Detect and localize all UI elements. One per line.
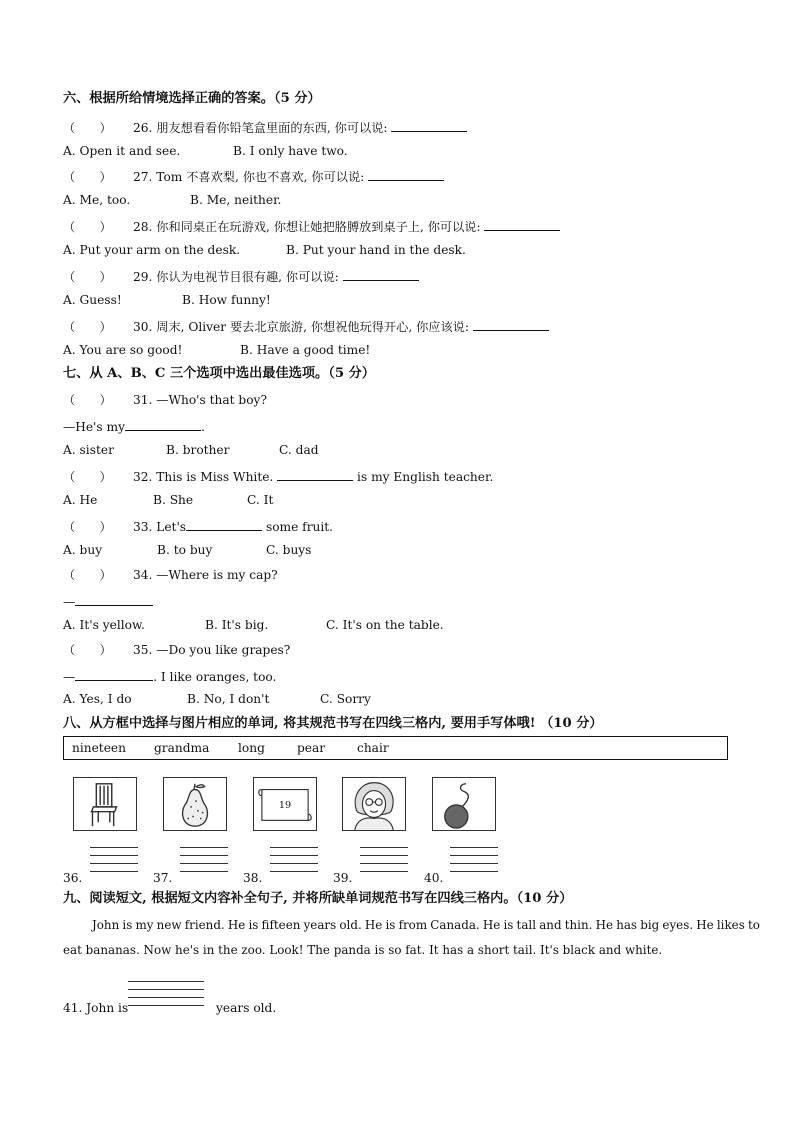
question-text: 33. Let's (133, 520, 187, 534)
option-c: C. Sorry (320, 692, 371, 706)
option-b: B. to buy (157, 543, 213, 557)
word-option: chair (357, 741, 389, 755)
passage-line-1: John is my new friend. He is fifteen years old. He is from Canada. He is tall and thin. He has big eyes. He likes to (92, 918, 760, 932)
question-31-line2 (63, 417, 205, 435)
option-b: B. How funny! (182, 293, 271, 307)
question-28 (63, 217, 560, 235)
question-41-suffix: years old. (216, 1001, 277, 1015)
word-option: grandma (154, 741, 210, 755)
option-a: A. sister (63, 443, 114, 457)
word-option: long (238, 741, 265, 755)
question-33 (63, 517, 333, 535)
question-35-line2 (63, 667, 276, 685)
question-text: is my English teacher. (353, 470, 494, 484)
long-tail-icon (432, 777, 496, 831)
answer-paren[interactable]: （ ） (63, 470, 112, 484)
option-c: C. buys (266, 543, 312, 557)
option-c: C. dad (279, 443, 319, 457)
option-a: A. You are so good! (63, 343, 183, 357)
question-34-options (63, 617, 444, 633)
option-c: C. It (247, 493, 274, 507)
question-29 (63, 267, 419, 285)
sign-19-icon (253, 777, 317, 831)
option-a: A. Yes, I do (63, 692, 132, 706)
option-a: A. He (63, 493, 98, 507)
writing-lines[interactable] (360, 847, 408, 873)
option-b: B. Me, neither. (190, 193, 282, 207)
question-26-options (63, 143, 348, 159)
writing-lines[interactable] (128, 981, 204, 1007)
word-option: nineteen (72, 741, 126, 755)
answer-paren[interactable]: （ ） (63, 568, 112, 582)
dialog-text: . I like oranges, too. (153, 670, 277, 684)
question-29-options (63, 292, 271, 308)
option-b: B. No, I don't (187, 692, 270, 706)
answer-blank[interactable] (368, 167, 444, 181)
pear-icon (163, 777, 227, 831)
question-41: 41. John is (63, 1001, 129, 1015)
question-26 (63, 118, 467, 136)
question-text: 35. —Do you like grapes? (133, 643, 291, 657)
picture-number: 39. (333, 871, 353, 885)
section-6-title: 六、根据所给情境选择正确的答案。（5 分） (63, 91, 321, 106)
picture-number: 36. (63, 871, 83, 885)
question-text: 29. 你认为电视节目很有趣, 你可以说: (133, 270, 343, 284)
option-a: A. Guess! (63, 293, 122, 307)
question-27-options (63, 192, 281, 208)
question-text: 34. —Where is my cap? (133, 568, 278, 582)
section-9-title: 九、阅读短文, 根据短文内容补全句子, 并将所缺单词规范书写在四线三格内。（10 分） (63, 891, 573, 906)
writing-lines[interactable] (90, 847, 138, 873)
writing-lines[interactable] (270, 847, 318, 873)
option-b: B. She (153, 493, 194, 507)
option-a: A. Me, too. (63, 193, 131, 207)
question-34-line2 (63, 592, 153, 610)
passage-line-2: eat bananas. Now he's in the zoo. Look! The panda is so fat. It has a short tail. It's black and white. (63, 943, 663, 957)
option-a: A. Open it and see. (63, 144, 181, 158)
answer-blank[interactable] (484, 217, 560, 231)
answer-blank[interactable] (343, 267, 419, 281)
question-text: 31. —Who's that boy? (133, 393, 267, 407)
answer-blank[interactable] (75, 667, 153, 681)
answer-blank[interactable] (391, 118, 467, 132)
answer-paren[interactable]: （ ） (63, 520, 112, 534)
option-a: A. buy (63, 543, 103, 557)
section-8-title: 八、从方框中选择与图片相应的单词, 将其规范书写在四线三格内, 要用手写体哦! （10 分） (63, 716, 603, 731)
option-b: B. It's big. (205, 618, 269, 632)
question-32 (63, 467, 493, 485)
answer-blank[interactable] (277, 467, 353, 481)
grandma-icon (342, 777, 406, 831)
answer-paren[interactable]: （ ） (63, 121, 112, 135)
answer-blank[interactable] (75, 592, 153, 606)
question-text: 30. 周末, Oliver 要去北京旅游, 你想祝他玩得开心, 你应该说: (133, 320, 473, 334)
sign-number: 19 (278, 799, 292, 811)
dialog-text: — (63, 670, 76, 684)
question-34 (63, 567, 278, 583)
question-text: 26. 朋友想看看你铅笔盒里面的东西, 你可以说: (133, 121, 392, 135)
answer-blank[interactable] (186, 517, 262, 531)
question-text: 27. Tom 不喜欢梨, 你也不喜欢, 你可以说: (133, 170, 369, 184)
question-27 (63, 167, 444, 185)
option-b: B. brother (166, 443, 230, 457)
option-b: B. I only have two. (233, 144, 348, 158)
chair-icon (73, 777, 137, 831)
answer-paren[interactable]: （ ） (63, 220, 112, 234)
section-7-title: 七、从 A、B、C 三个选项中选出最佳选项。（5 分） (63, 366, 375, 381)
answer-paren[interactable]: （ ） (63, 643, 112, 657)
writing-lines[interactable] (450, 847, 498, 873)
answer-blank[interactable] (125, 417, 201, 431)
option-b: B. Have a good time! (240, 343, 371, 357)
option-a: A. Put your arm on the desk. (63, 243, 241, 257)
answer-blank[interactable] (473, 317, 549, 331)
option-a: A. It's yellow. (63, 618, 145, 632)
answer-paren[interactable]: （ ） (63, 320, 112, 334)
question-35-options (63, 691, 371, 707)
answer-paren[interactable]: （ ） (63, 170, 112, 184)
question-32-options (63, 492, 273, 508)
question-31 (63, 392, 267, 408)
question-text: 28. 你和同桌正在玩游戏, 你想让她把胳膊放到桌子上, 你可以说: (133, 220, 485, 234)
option-b: B. Put your hand in the desk. (286, 243, 466, 257)
writing-lines[interactable] (180, 847, 228, 873)
picture-number: 37. (153, 871, 173, 885)
answer-paren[interactable]: （ ） (63, 270, 112, 284)
word-option: pear (297, 741, 326, 755)
question-text: 32. This is Miss White. (133, 470, 278, 484)
word-box (63, 736, 728, 760)
question-35 (63, 642, 290, 658)
question-33-options (63, 542, 311, 558)
question-text: some fruit. (262, 520, 334, 534)
question-30 (63, 317, 549, 335)
dialog-text: — (63, 595, 76, 609)
picture-number: 38. (243, 871, 263, 885)
picture-number: 40. (424, 871, 444, 885)
dialog-text: . (200, 420, 205, 434)
dialog-text: —He's my (63, 420, 125, 434)
question-30-options (63, 342, 370, 358)
question-31-options (63, 442, 319, 458)
answer-paren[interactable]: （ ） (63, 393, 112, 407)
option-c: C. It's on the table. (326, 618, 444, 632)
question-28-options (63, 242, 466, 258)
